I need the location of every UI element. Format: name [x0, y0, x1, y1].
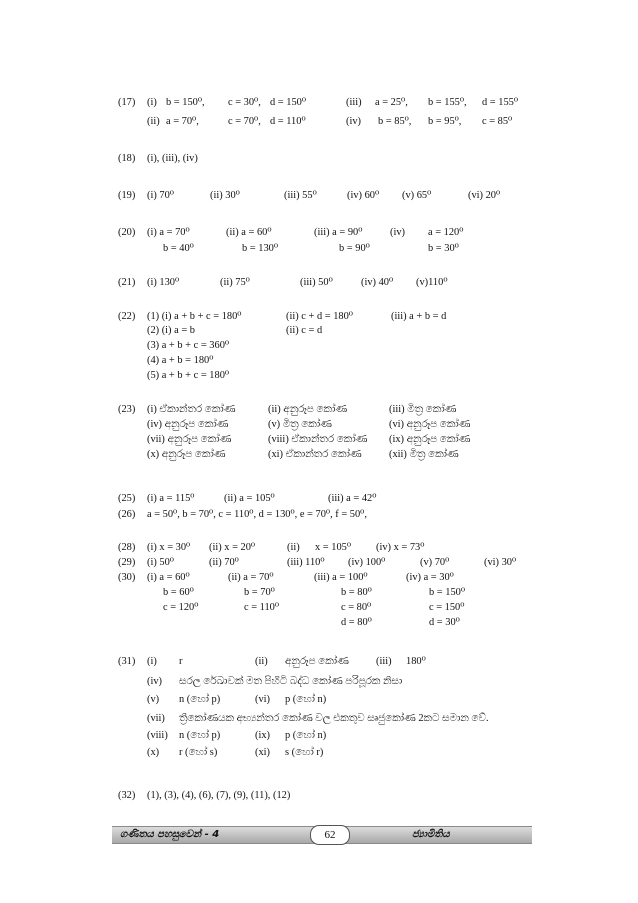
answer-cell: b = 95⁰, — [428, 116, 462, 127]
answer-cell: (vi) අනුරූප කෝණ — [389, 419, 471, 430]
answer-cell: (i) a = 60⁰ — [147, 572, 190, 583]
answer-cell: (v) මිත්‍ර කෝණ — [268, 419, 332, 430]
footer-bar — [112, 826, 532, 844]
answer-cell: (iv) 100⁰ — [348, 557, 386, 568]
answer-cell: (iv) — [390, 227, 406, 238]
answer-cell: d = 30⁰ — [429, 617, 460, 628]
answer-cell: (i), (iii), (iv) — [147, 153, 198, 164]
answer-cell: r (හෝ s) — [179, 747, 218, 758]
answer-cell: c = 80⁰ — [341, 602, 372, 613]
answer-cell: (iii) 50⁰ — [300, 277, 333, 288]
answer-cell: (v)110⁰ — [416, 277, 448, 288]
answer-cell: (v) 65⁰ — [402, 190, 432, 201]
answer-cell: s (හෝ r) — [285, 747, 324, 758]
question-number: (28) — [118, 542, 136, 553]
answer-cell: p (හෝ n) — [285, 730, 327, 741]
answer-cell: (iv) — [346, 116, 362, 127]
answer-cell: (iii) මිත්‍ර කෝණ — [389, 404, 457, 415]
answer-cell: (i) 130⁰ — [147, 277, 180, 288]
answer-cell: b = 130⁰ — [242, 243, 279, 254]
answer-cell: (iv) 40⁰ — [361, 277, 394, 288]
answer-cell: (iii) a + b = d — [391, 311, 447, 322]
answer-cell: (1), (3), (4), (6), (7), (9), (11), (12) — [147, 790, 291, 801]
answer-cell: b = 60⁰ — [163, 587, 194, 598]
answer-cell: (vii) අනුරූප කෝණ — [147, 434, 232, 445]
answer-cell: (viii) — [147, 730, 168, 741]
answer-cell: (5) a + b + c = 180⁰ — [147, 370, 230, 381]
answer-cell: c = 30⁰, — [228, 97, 261, 108]
answer-cell: (ii) a = 70⁰ — [228, 572, 274, 583]
question-number: (18) — [118, 153, 136, 164]
answer-cell: (iii) — [346, 97, 362, 108]
answer-cell: c = 85⁰ — [482, 116, 513, 127]
answer-cell: a = 120⁰ — [428, 227, 464, 238]
answer-cell: r — [179, 656, 183, 667]
answer-cell: (ii) c + d = 180⁰ — [286, 311, 353, 322]
question-number: (22) — [118, 311, 136, 322]
answer-cell: c = 120⁰ — [163, 602, 199, 613]
question-number: (30) — [118, 572, 136, 583]
answer-cell: (ii) 75⁰ — [220, 277, 250, 288]
answer-cell: d = 110⁰ — [270, 116, 306, 127]
answer-cell: (ii) 30⁰ — [210, 190, 240, 201]
answer-cell: (i) x = 30⁰ — [147, 542, 191, 553]
answer-cell: (iv) x = 73⁰ — [376, 542, 425, 553]
answer-cell: (i) — [147, 656, 157, 667]
answer-cell: (vi) 30⁰ — [484, 557, 517, 568]
answer-cell: (ix) අනුරූප කෝණ — [389, 434, 471, 445]
answer-cell: a = 50⁰, b = 70⁰, c = 110⁰, d = 130⁰, e = 70⁰, f = 50⁰, — [147, 509, 367, 520]
answer-cell: (iii) — [376, 656, 392, 667]
answer-cell: (i) ඒකාන්තර කෝණ — [147, 404, 236, 415]
footer-book-title: ගණිතය පහසුවෙන් - 4 — [120, 829, 220, 840]
answer-cell: b = 150⁰ — [429, 587, 466, 598]
footer-chapter-title: ජ්‍යාමිතිය — [412, 829, 450, 840]
answer-cell: (ii) c = d — [286, 325, 323, 336]
question-number: (26) — [118, 509, 136, 520]
answer-cell: (1) (i) a + b + c = 180⁰ — [147, 311, 242, 322]
answer-cell: c = 110⁰ — [244, 602, 280, 613]
answer-cell: (i) — [147, 97, 157, 108]
answer-cell: (ii) x = 20⁰ — [209, 542, 256, 553]
question-number: (21) — [118, 277, 136, 288]
answer-cell: a = 25⁰, — [375, 97, 408, 108]
answer-cell: b = 90⁰ — [339, 243, 370, 254]
answer-cell: (vi) 20⁰ — [468, 190, 501, 201]
answer-cell: c = 70⁰, — [228, 116, 261, 127]
answer-cell: b = 70⁰ — [244, 587, 275, 598]
answer-cell: (ii) a = 60⁰ — [226, 227, 272, 238]
answer-cell: (vii) — [147, 713, 165, 724]
answer-cell: b = 40⁰ — [163, 243, 194, 254]
question-number: (20) — [118, 227, 136, 238]
answer-cell: b = 150⁰, — [166, 97, 205, 108]
answer-cell: (xi) ඒකාන්තර කෝණ — [268, 449, 362, 460]
question-number: (31) — [118, 656, 136, 667]
question-number: (29) — [118, 557, 136, 568]
question-number: (19) — [118, 190, 136, 201]
answer-cell: a = 70⁰, — [166, 116, 199, 127]
answer-cell: (v) — [147, 694, 160, 705]
answer-cell: අනුරූප කෝණ — [285, 656, 349, 667]
answer-cell: b = 80⁰ — [341, 587, 372, 598]
answer-cell: (iv) 60⁰ — [347, 190, 380, 201]
answer-cell: (ii) — [255, 656, 268, 667]
answer-cell: (viii) ඒකාන්තර කෝණ — [268, 434, 368, 445]
answer-cell: b = 30⁰ — [428, 243, 459, 254]
answer-cell: (2) (i) a = b — [147, 325, 195, 336]
answer-cell: (x) අනුරූප කෝණ — [147, 449, 226, 460]
answer-cell: x = 105⁰ — [315, 542, 352, 553]
answer-cell: (ii) — [147, 116, 160, 127]
answer-cell: (iii) a = 90⁰ — [314, 227, 363, 238]
answer-cell: (4) a + b = 180⁰ — [147, 355, 214, 366]
answer-cell: (iv) — [147, 676, 163, 687]
answer-cell: (xi) — [255, 747, 271, 758]
answer-cell: 180⁰ — [406, 656, 426, 667]
question-number: (32) — [118, 790, 136, 801]
answer-cell: ත්‍රිකෝණයක අභ්‍යන්තර කෝණ වල එකතුව සෘජුකෝණ 2කට සමාන වේ. — [179, 713, 489, 724]
answer-cell: b = 85⁰, — [378, 116, 412, 127]
answer-cell: n (හෝ p) — [179, 730, 221, 741]
answer-cell: c = 150⁰ — [429, 602, 465, 613]
answer-cell: (iii) a = 42⁰ — [328, 493, 377, 504]
answer-cell: d = 80⁰ — [341, 617, 372, 628]
answer-cell: (ii) අනුරූප කෝණ — [268, 404, 348, 415]
answer-cell: b = 155⁰, — [428, 97, 467, 108]
question-number: (17) — [118, 97, 136, 108]
answer-cell: (ii) 70⁰ — [209, 557, 239, 568]
answer-cell: (iii) a = 100⁰ — [314, 572, 368, 583]
answer-cell: (i) a = 70⁰ — [147, 227, 190, 238]
answer-cell: (xii) මිත්‍ර කෝණ — [389, 449, 459, 460]
answer-cell: p (හෝ n) — [285, 694, 327, 705]
answer-cell: (ii) a = 105⁰ — [224, 493, 275, 504]
answer-cell: (v) 70⁰ — [420, 557, 450, 568]
answer-cell: (x) — [147, 747, 160, 758]
answer-cell: d = 150⁰ — [270, 97, 307, 108]
answer-cell: (ii) — [287, 542, 300, 553]
answer-cell: (iii) 55⁰ — [284, 190, 317, 201]
answer-cell: (iii) 110⁰ — [287, 557, 325, 568]
answer-cell: (i) a = 115⁰ — [147, 493, 195, 504]
answer-cell: සරල රේඛාවක් මත පිහිටි බද්ධ කෝණ පරිපූරක නිසා — [179, 676, 403, 687]
page-number: 62 — [310, 825, 350, 845]
answer-cell: (iv) අනුරූප කෝණ — [147, 419, 229, 430]
question-number: (25) — [118, 493, 136, 504]
answer-cell: (iv) a = 30⁰ — [406, 572, 454, 583]
answer-cell: d = 155⁰ — [482, 97, 519, 108]
answer-cell: (i) 70⁰ — [147, 190, 174, 201]
question-number: (23) — [118, 404, 136, 415]
answer-cell: (3) a + b + c = 360⁰ — [147, 340, 230, 351]
answer-cell: n (හෝ p) — [179, 694, 221, 705]
answer-cell: (ix) — [255, 730, 271, 741]
answer-cell: (vi) — [255, 694, 271, 705]
answer-cell: (i) 50⁰ — [147, 557, 174, 568]
